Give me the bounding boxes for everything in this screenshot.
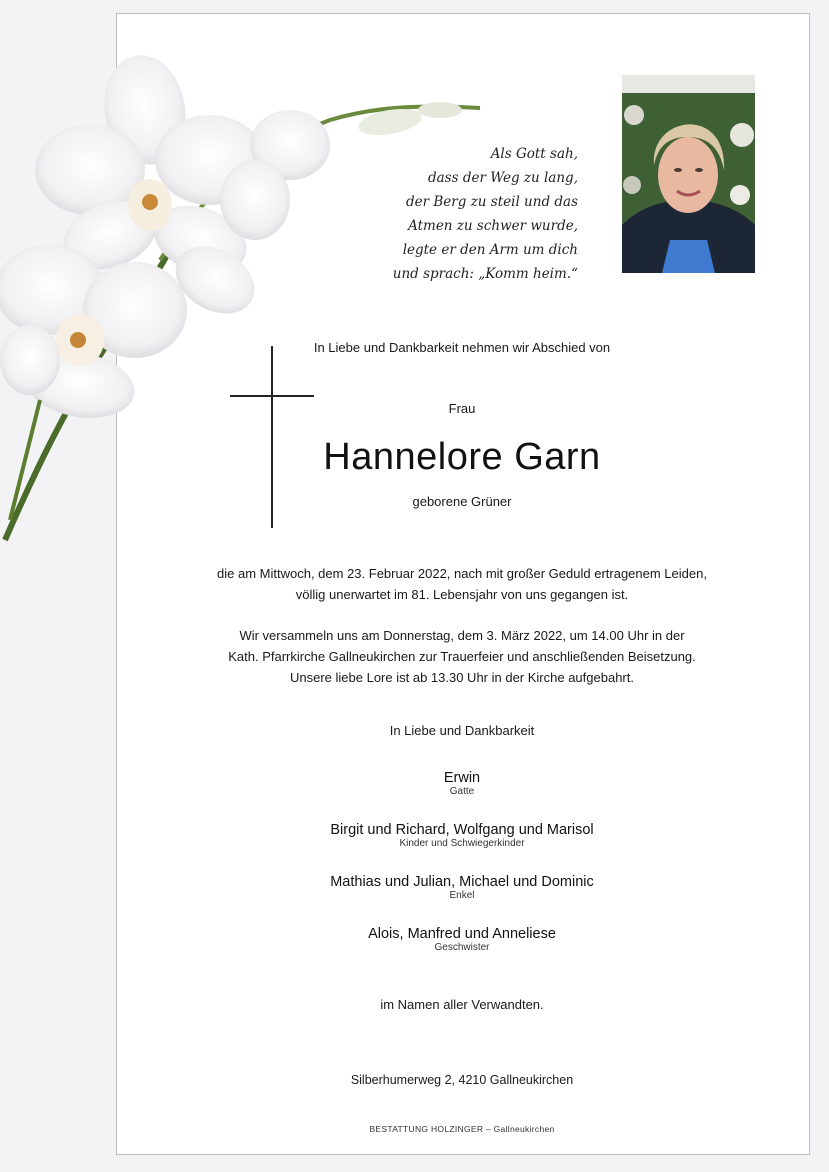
quote-line: und sprach: „Komm heim.“ (392, 266, 578, 282)
portrait-photo (622, 75, 755, 273)
funeral-details (116, 625, 808, 688)
family-relation: Kinder und Schwiegerkinder (399, 838, 525, 849)
text-line: die am Mittwoch, dem 23. Februar 2022, nach mit großer Geduld ertragenem Leiden, (217, 566, 707, 581)
salutation: Frau (448, 401, 476, 416)
text-line: Kath. Pfarrkirche Gallneukirchen zur Trauerfeier und anschließenden Beisetzung. (228, 649, 696, 664)
text-line: Unsere liebe Lore ist ab 13.30 Uhr in der Kirche aufgebahrt. (290, 670, 634, 685)
intro-text: In Liebe und Dankbarkeit nehmen wir Abschied von (313, 340, 611, 355)
relatives-text: im Namen aller Verwandten. (380, 997, 544, 1012)
text-line: völlig unerwartet im 81. Lebensjahr von uns gegangen ist. (295, 587, 629, 602)
family-relation: Geschwister (434, 942, 490, 953)
family-names: Mathias und Julian, Michael und Dominic (330, 874, 594, 890)
quote-line: Atmen zu schwer wurde, (408, 218, 578, 234)
family-names: Erwin (443, 770, 481, 786)
family-names: Birgit und Richard, Wolfgang und Marisol (330, 822, 594, 838)
deceased-name: Hannelore Garn (323, 436, 601, 478)
closing-text: In Liebe und Dankbarkeit (389, 723, 535, 738)
quote-poem (340, 142, 578, 286)
family-entry (116, 926, 808, 953)
text-line: Wir versammeln uns am Donnerstag, dem 3. März 2022, um 14.00 Uhr in der (239, 628, 685, 643)
family-relation: Enkel (449, 890, 475, 901)
family-relation: Gatte (449, 786, 475, 797)
quote-line: der Berg zu steil und das (406, 194, 578, 210)
quote-line: Als Gott sah, (490, 146, 578, 162)
family-entry (116, 822, 808, 849)
family-entry (116, 874, 808, 901)
funeral-home: BESTATTUNG HOLZINGER – Gallneukirchen (369, 1124, 555, 1134)
address: Silberhumerweg 2, 4210 Gallneukirchen (350, 1073, 574, 1087)
family-names: Alois, Manfred und Anneliese (368, 926, 556, 942)
quote-line: dass der Weg zu lang, (427, 170, 578, 186)
family-entry (116, 770, 808, 797)
birth-name: geborene Grüner (412, 494, 512, 509)
death-announcement (116, 563, 808, 605)
quote-line: legte er den Arm um dich (402, 242, 578, 258)
